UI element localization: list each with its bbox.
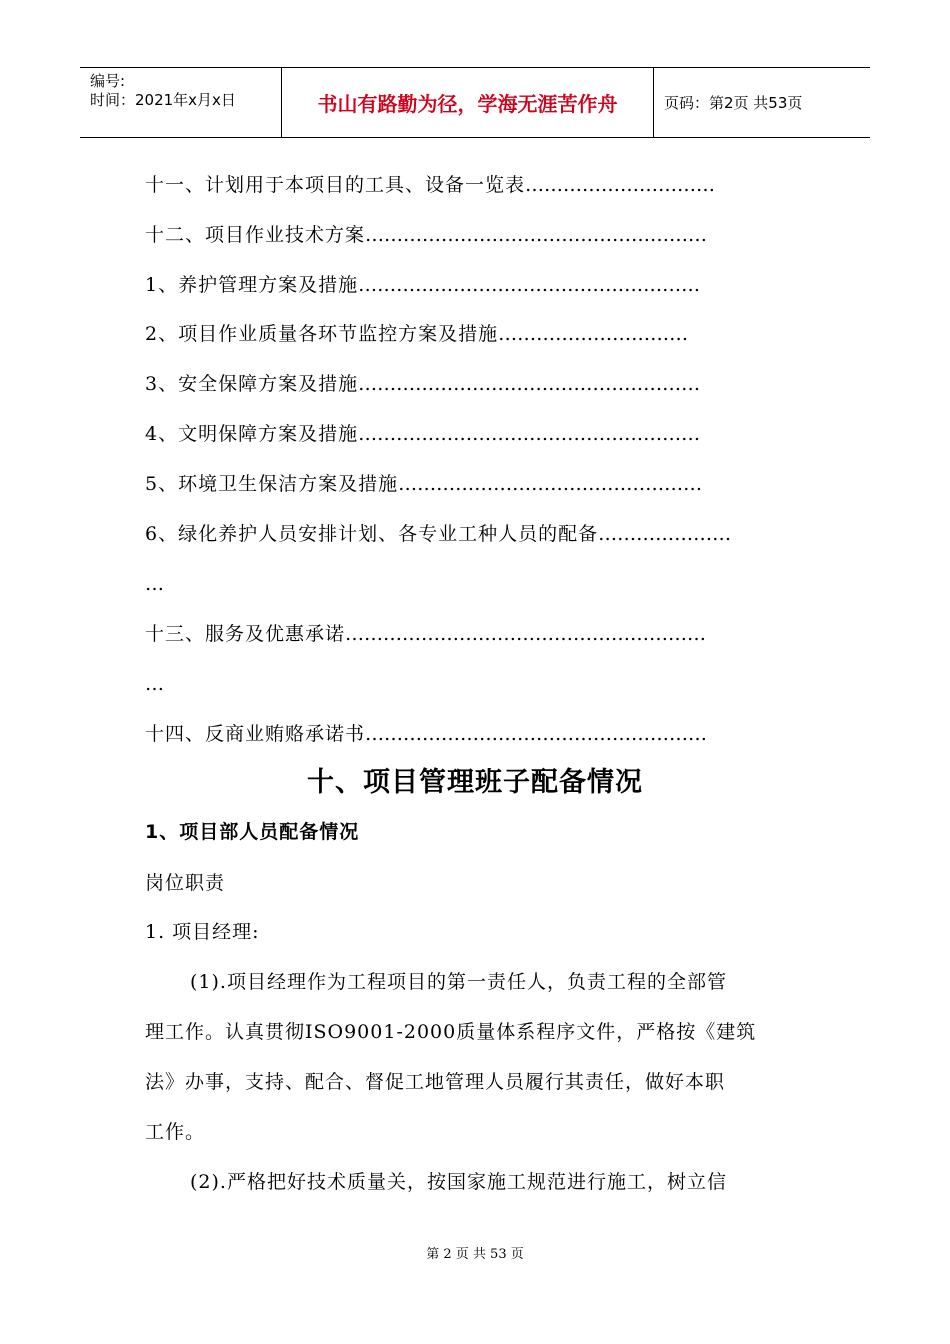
body-line: 工作。 [145, 1121, 206, 1143]
toc-dots: ……………………………………………… [365, 723, 708, 745]
toc-dots: ………………………………………… [398, 473, 703, 495]
toc-text: 5、环境卫生保洁方案及措施 [145, 473, 399, 495]
toc-text: 4、文明保障方案及措施 [145, 423, 359, 445]
toc-line [145, 672, 164, 696]
toc-text: 2、项目作业质量各环节监控方案及措施 [145, 323, 499, 345]
toc-text: 十三、服务及优惠承诺 [145, 623, 346, 645]
header-meta-cell [80, 68, 282, 137]
toc-line [145, 622, 706, 646]
header-page-info: 页码：第2页 共53页 [664, 94, 803, 112]
toc-dots: ……………………………………………… [358, 373, 701, 395]
body-line: (1).项目经理作为工程项目的第一责任人，负责工程的全部管 [190, 971, 727, 993]
toc-text: 十二、项目作业技术方案 [145, 224, 366, 246]
toc-dots: ……………………………………………… [358, 423, 701, 445]
page-footer: 第 2 页 共 53 页 [426, 1247, 524, 1262]
toc-line [145, 322, 688, 346]
toc-line [145, 372, 700, 396]
toc-line [145, 572, 164, 596]
toc-line [145, 422, 700, 446]
body-line: 法》办事，支持、配合、督促工地管理人员履行其责任，做好本职 [145, 1071, 726, 1093]
toc-dots: ………………………… [498, 323, 689, 345]
toc-line [145, 173, 715, 197]
toc-text: 十四、反商业贿赂承诺书 [145, 723, 366, 745]
toc-dots: … [145, 573, 164, 595]
toc-line [145, 223, 707, 247]
toc-line [145, 472, 702, 496]
body-line: 岗位职责 [145, 872, 226, 894]
document-date-label: 时间：2021年x月x日 [90, 91, 236, 109]
header-slogan: 书山有路勤为径，学海无涯苦作舟 [317, 92, 618, 116]
section-title: 十、项目管理班子配备情况 [307, 767, 643, 798]
body-line: (2).严格把好技术质量关，按国家施工规范进行施工，树立信 [190, 1171, 727, 1193]
toc-line [145, 273, 700, 297]
toc-dots: ……………………………………………… [358, 274, 701, 296]
toc-line [145, 722, 707, 746]
toc-text: 十一、计划用于本项目的工具、设备一览表 [145, 174, 526, 196]
page-header [80, 67, 870, 138]
toc-dots: … [145, 673, 164, 695]
toc-dots: ………………………………………………… [345, 623, 707, 645]
body-line: 1. 项目经理: [145, 921, 260, 943]
toc-text: 3、安全保障方案及措施 [145, 373, 359, 395]
toc-line [145, 522, 731, 546]
toc-text: 1、养护管理方案及措施 [145, 274, 359, 296]
document-code-label: 编号: [90, 72, 126, 90]
header-page-cell [654, 68, 870, 137]
toc-dots: ………………… [598, 523, 732, 545]
header-slogan-cell [282, 68, 654, 137]
toc-dots: ……………………………………………… [365, 224, 708, 246]
subsection-title: 1、项目部人员配备情况 [145, 821, 360, 843]
toc-dots: ………………………… [525, 174, 716, 196]
body-line: 理工作。认真贯彻ISO9001-2000质量体系程序文件，严格按《建筑 [145, 1021, 757, 1043]
toc-text: 6、绿化养护人员安排计划、各专业工种人员的配备 [145, 523, 599, 545]
